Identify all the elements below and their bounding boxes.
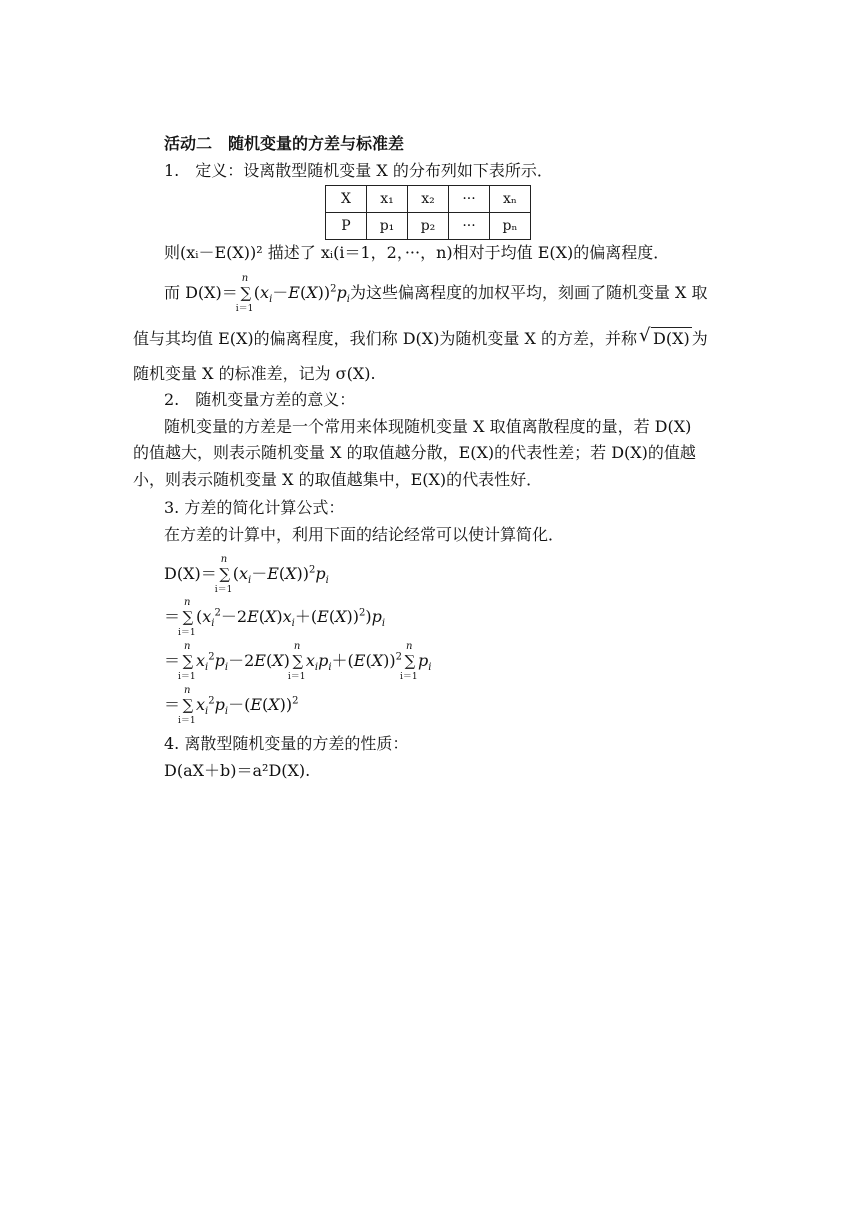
std-def-text-end: 为: [691, 329, 708, 348]
table-cell: ···: [449, 213, 490, 240]
sum-symbol: n ∑ i＝1: [178, 685, 196, 726]
formula-line-4: ＝ n ∑ i＝1 $x_i^2p_i-(E(X))^2$: [164, 685, 299, 726]
sum-symbol: n ∑ i＝1: [214, 554, 233, 595]
item3-label: 3. 方差的简化计算公式：: [164, 498, 345, 517]
item2-label: 2. 随机变量方差的意义：: [164, 390, 356, 409]
variance-def-suffix: 为这些偏离程度的加权平均，刻画了随机变量 X 取: [349, 283, 708, 302]
table-cell: X: [326, 186, 367, 213]
item4-label: 4. 离散型随机变量的方差的性质：: [164, 734, 409, 753]
sum-symbol: n ∑ i＝1: [178, 597, 196, 638]
sum-symbol: n ∑ i＝1: [178, 641, 196, 682]
table-row: [326, 213, 531, 240]
formula-line-2: ＝ n ∑ i＝1 $(x_i^2-2E(X)x_i+(E(X))^2)p_i$: [164, 597, 386, 638]
variance-def-prefix: 而 D(X)＝: [164, 283, 238, 302]
item1-label: 1. 定义：设离散型随机变量 X 的分布列如下表所示．: [164, 161, 553, 180]
equals-sign: ＝: [164, 695, 181, 714]
table-cell: p₁: [367, 213, 408, 240]
sum-symbol: n ∑ i＝1: [287, 641, 306, 682]
table-cell: p₂: [408, 213, 449, 240]
table-cell: xₙ: [490, 186, 531, 213]
sqrt-dx: √ D(X): [651, 327, 692, 350]
item2-line-2: 的值越大，则表示随机变量 X 的取值越分散，E(X)的代表性差；若 D(X)的值越: [133, 443, 696, 462]
formula-line-1: D(X)＝ n ∑ i＝1 $(x_i-E(X))^2p_i$: [164, 554, 329, 595]
table-cell: pₙ: [490, 213, 531, 240]
item1-paragraph-1: 则(xᵢ－E(X))² 描述了 xᵢ(i＝1，2，···，n)相对于均值 E(X)的偏离程度．: [164, 243, 670, 262]
item4-formula: D(aX＋b)＝a²D(X).: [164, 761, 311, 780]
item2-line-1: 随机变量的方差是一个常用来体现随机变量 X 取值离散程度的量，若 D(X): [164, 417, 692, 436]
sum-symbol: n ∑ i＝1: [399, 641, 418, 682]
distribution-table: [325, 185, 531, 240]
formula-lhs: D(X)＝: [164, 564, 217, 583]
equals-sign: ＝: [164, 651, 181, 670]
sum-symbol: n ∑ i＝1: [235, 273, 254, 314]
section-heading: 活动二 随机变量的方差与标准差: [164, 134, 405, 153]
table-cell: x₂: [408, 186, 449, 213]
item3-line-1: 在方差的计算中，利用下面的结论经常可以使计算简化．: [164, 525, 565, 544]
item2-line-3: 小，则表示随机变量 X 的取值越集中，E(X)的代表性好．: [133, 470, 543, 489]
item1-paragraph-3: [133, 327, 708, 350]
table-cell: ···: [449, 186, 490, 213]
table-cell: x₁: [367, 186, 408, 213]
table-row: [326, 186, 531, 213]
equals-sign: ＝: [164, 607, 181, 626]
table-cell: P: [326, 213, 367, 240]
item1-paragraph-2: 而 D(X)＝ n ∑ i＝1 $(x_i-E(X))^2p_i$为这些偏离程度的加权平均，刻画了随机变量 X 取: [164, 273, 708, 314]
std-def-text: 值与其均值 E(X)的偏离程度，我们称 D(X)为随机变量 X 的方差，并称: [133, 329, 637, 348]
item1-paragraph-4: 随机变量 X 的标准差，记为 σ(X).: [133, 364, 376, 383]
formula-line-3: ＝ n ∑ i＝1 $x_i^2p_i-2E(X)$ n ∑ i＝1 $x_ip_i+(E(X))^2$ n ∑ i＝1 $p_i$: [164, 641, 432, 682]
